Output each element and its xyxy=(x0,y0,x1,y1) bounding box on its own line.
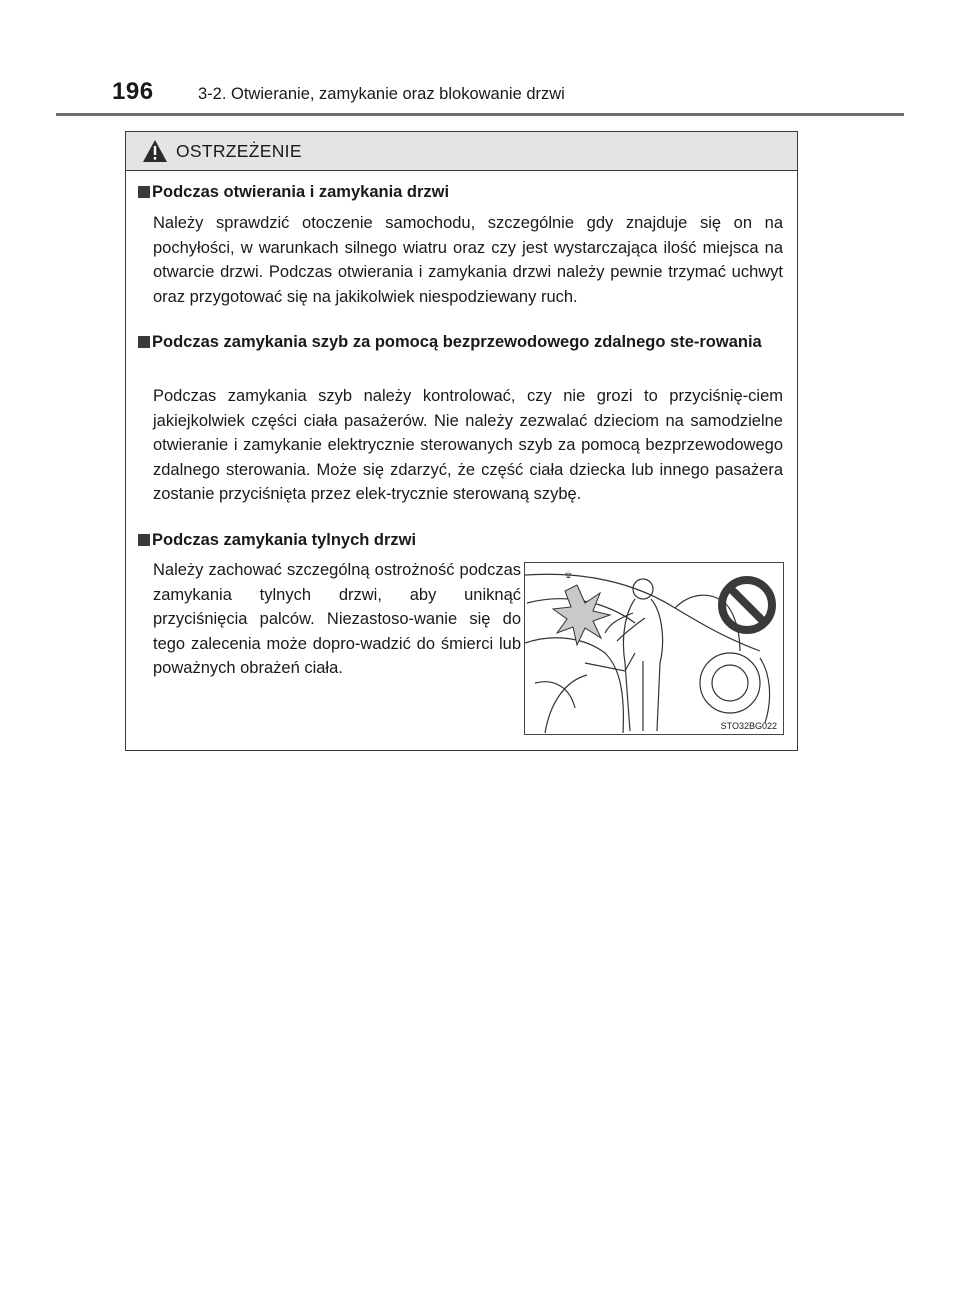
section-heading-rear-doors: Podczas zamykania tylnych drzwi xyxy=(138,528,786,553)
page-header xyxy=(0,78,960,112)
prohibition-icon xyxy=(717,575,777,635)
svg-text:۩: ۩ xyxy=(565,569,572,579)
chapter-title: 3-2. Otwieranie, zamykanie oraz blokowanie drzwi xyxy=(198,85,565,103)
section-body-doors: Należy sprawdzić otoczenie samochodu, szczególnie gdy znajduje się on na pochyłości, w warunkach silnego wiatru oraz czy jest wystarczająca ilość miejsca na otwarcie drzwi. Podczas otwierania i zamykania drzwi należy pewnie trzymać uchwyt oraz przygotować się na jakikolwiek niespodziewany ruch. xyxy=(153,214,783,306)
bullet-square-icon xyxy=(138,186,150,198)
warning-box xyxy=(125,131,798,751)
warning-triangle-icon xyxy=(142,139,168,163)
section-body-rear-doors: Należy zachować szczególną ostrożność podczas zamykania tylnych drzwi, aby uniknąć przyciśnięcia palców. Niezastoso-wanie się do tego zalecenia może dopro-wadzić do śmierci lub poważnych obrażeń ciała. xyxy=(153,561,521,677)
illustration-code: STO32BG022 xyxy=(720,721,777,731)
warning-header xyxy=(126,132,797,171)
page-number: 196 xyxy=(112,78,154,105)
section-heading-doors: Podczas otwierania i zamykania drzwi xyxy=(138,180,786,205)
warning-title: OSTRZEŻENIE xyxy=(176,141,302,161)
bullet-square-icon xyxy=(138,534,150,546)
section-body-windows: Podczas zamykania szyb należy kontrolować, czy nie grozi to przyciśnię-ciem jakiejkolwiek części ciała pasażerów. Nie należy zezwalać dzieciom na samodzielne otwieranie i zamykanie elektrycznie sterowanych szyb za pomocą bezprzewodowego zdalnego sterowania. Może się zdarzyć, że część ciała dziecka lub innego pasażera zostanie przyciśnięta przez elek-trycznie sterowaną szybę. xyxy=(153,387,783,503)
header-divider xyxy=(56,113,904,116)
section-heading-windows: Podczas zamykania szyb za pomocą bezprzewodowego zdalnego ste-rowania xyxy=(138,330,786,355)
bullet-square-icon xyxy=(138,336,150,348)
rear-door-illustration xyxy=(524,562,784,735)
